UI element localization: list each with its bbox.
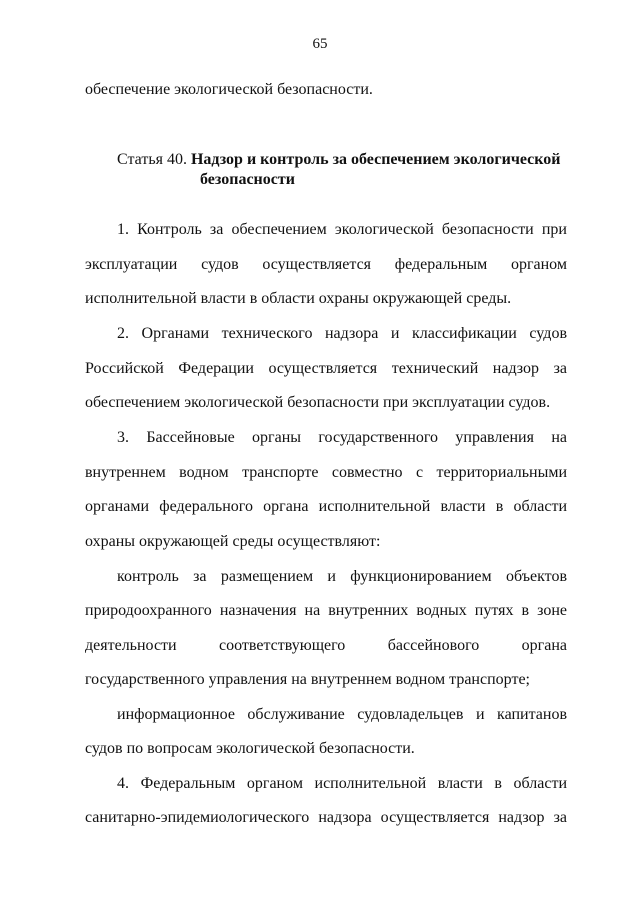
paragraph-1-line-3: исполнительной власти в области охраны окружающей среды.	[85, 290, 512, 307]
paragraph-5-line-1: информационное обслуживание судовладельцев и капитанов	[117, 706, 567, 723]
paragraph-1-line-1: 1. Контроль за обеспечением экологической безопасности при	[117, 221, 567, 238]
article-title-line2: безопасности	[200, 171, 295, 188]
article-title-line1: Надзор и контроль за обеспечением экологической	[190, 151, 561, 168]
page-number: 65	[312, 36, 328, 52]
paragraph-3-line-2: внутреннем водном транспорте совместно с территориальными	[85, 464, 567, 481]
top-line: обеспечение экологической безопасности.	[85, 81, 373, 98]
paragraph-4-line-4: государственного управления на внутреннем водном транспорте;	[85, 671, 530, 688]
paragraph-2-line-1: 2. Органами технического надзора и классификации судов	[117, 325, 567, 342]
paragraph-5-line-2: судов по вопросам экологической безопасности.	[85, 740, 415, 757]
article-heading	[117, 150, 561, 170]
paragraph-4-line-3: деятельности соответствующего бассейнового органа	[85, 637, 567, 654]
paragraph-4-line-2: природоохранного назначения на внутренних водных путях в зоне	[85, 602, 567, 619]
article-label: Статья 40.	[117, 151, 187, 168]
paragraph-2-line-2: Российской Федерации осуществляется технический надзор за	[85, 360, 567, 377]
paragraph-6-line-2: санитарно-эпидемиологического надзора осуществляется надзор за	[85, 809, 567, 826]
paragraph-3-line-4: охраны окружающей среды осуществляют:	[85, 533, 381, 550]
paragraph-3-line-3: органами федерального органа исполнительной власти в области	[85, 498, 567, 515]
paragraph-4-line-1: контроль за размещением и функционированием объектов	[117, 568, 567, 585]
paragraph-3-line-1: 3. Бассейновые органы государственного управления на	[117, 429, 567, 446]
paragraph-2-line-3: обеспечением экологической безопасности при эксплуатации судов.	[85, 394, 551, 411]
paragraph-1-line-2: эксплуатации судов осуществляется федеральным органом	[85, 256, 567, 273]
paragraph-6-line-1: 4. Федеральным органом исполнительной власти в области	[117, 775, 567, 792]
